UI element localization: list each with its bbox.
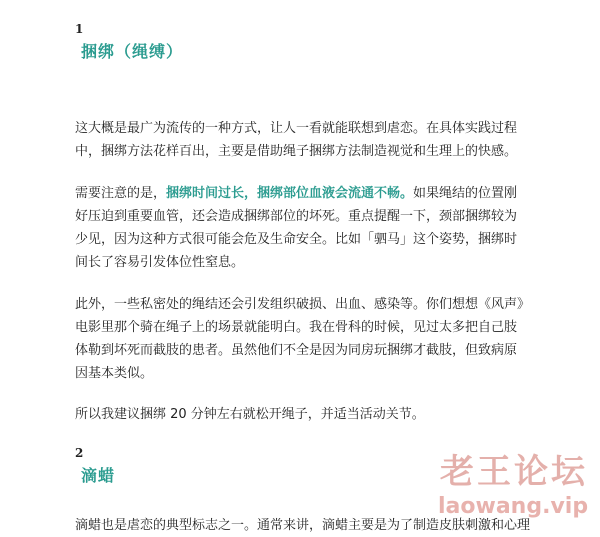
paragraph: 滴蜡也是虐恋的典型标志之一。通常来讲，滴蜡主要是为了制造皮肤刺激和心理 bbox=[75, 518, 531, 533]
paragraph: 这大概是最广为流传的一种方式，让人一看就能联想到虐恋。在具体实践过程中，捆绑方法花样百出，主要是借助绳子捆绑方法制造视觉和生理上的快感。 bbox=[75, 121, 518, 159]
section-heading: 滴蜡 bbox=[81, 466, 116, 485]
watermark-logo: 老王论坛 bbox=[440, 452, 588, 492]
section-number: 2 bbox=[75, 446, 84, 460]
paragraph-text: 如果绳结的位置刚好压迫到重要血管，还会造成捆绑部位的坏死。重点提醒一下，颈部捆绑较为少见，因为这种方式很可能会危及生命安全。比如「驷马」这个姿势，捆绑时间长了容易引发体位性窒息。 bbox=[75, 186, 518, 270]
paragraph: 所以我建议捆绑 20 分钟左右就松开绳子，并适当活动关节。 bbox=[75, 407, 425, 422]
paragraph-warning bbox=[75, 182, 525, 274]
section-heading: 捆绑（绳缚） bbox=[81, 42, 184, 61]
paragraph-text: 需要注意的是， bbox=[75, 186, 167, 201]
paragraph: 此外，一些私密处的绳结还会引发组织破损、出血、感染等。你们想想《风声》电影里那个骑在绳子上的场景就能明白。我在骨科的时候，见过太多把自己肢体勒到坏死而截肢的患者。虽然他们不全是因为同房玩捆绑才截肢，但致病原因基本类似。 bbox=[75, 297, 524, 381]
section-number: 1 bbox=[75, 22, 84, 36]
highlight-text: 捆绑时间过长，捆绑部位血液会流通不畅。 bbox=[166, 186, 414, 201]
watermark-url: laowang.vip bbox=[438, 494, 589, 519]
